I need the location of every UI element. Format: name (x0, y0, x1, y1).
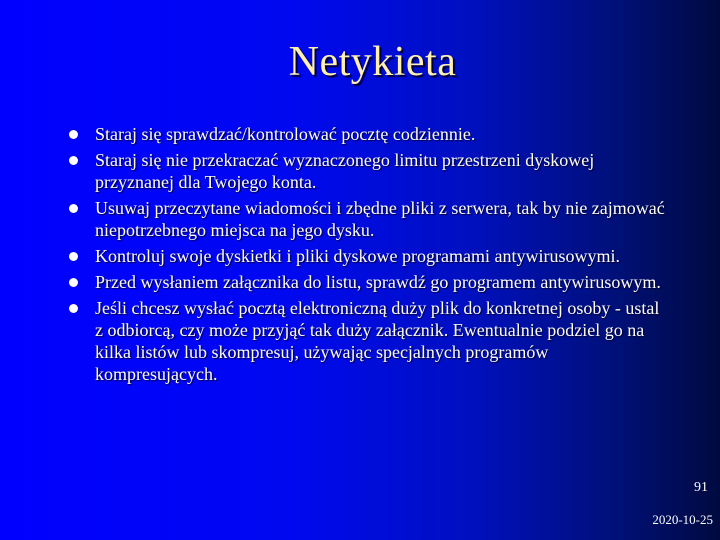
bullet-text: Usuwaj przeczytane wiadomości i zbędne pliki z serwera, tak by nie zajmować niepotrzebnego miejsca na jego dysku. (95, 198, 665, 240)
slide-date: 2020-10-25 (652, 512, 713, 527)
bullet-text: Jeśli chcesz wysłać pocztą elektroniczną duży plik do konkretnej osoby - ustal z odbiorcą, czy może przyjąć tak duży załącznik. Ewentualnie podziel go na kilka listów lub skompresuj, używając specjalnych programów kompresujących. (95, 298, 660, 384)
bullet-dot-icon (69, 156, 78, 165)
bullet-item (68, 149, 668, 193)
bullet-dot-icon (69, 278, 78, 287)
bullet-text: Staraj się sprawdzać/kontrolować pocztę codziennie. (95, 124, 476, 144)
bullet-text: Przed wysłaniem załącznika do listu, sprawdź go programem antywirusowym. (95, 272, 661, 292)
bullet-item (68, 123, 668, 145)
bullet-item (68, 297, 668, 385)
bullet-dot-icon (69, 252, 78, 261)
page-number: 91 (694, 480, 708, 495)
bullet-item (68, 197, 668, 241)
bullet-text: Kontroluj swoje dyskietki i pliki dyskowe programami antywirusowymi. (95, 246, 620, 266)
bullet-dot-icon (69, 304, 78, 313)
bullet-dot-icon (69, 130, 78, 139)
bullet-item (68, 245, 668, 267)
bullet-text: Staraj się nie przekraczać wyznaczonego limitu przestrzeni dyskowej przyznanej dla Twojego konta. (95, 150, 595, 192)
slide-title: Netykieta (288, 39, 457, 85)
bullet-dot-icon (69, 204, 78, 213)
bullet-item (68, 271, 668, 293)
bullet-list (68, 123, 668, 389)
